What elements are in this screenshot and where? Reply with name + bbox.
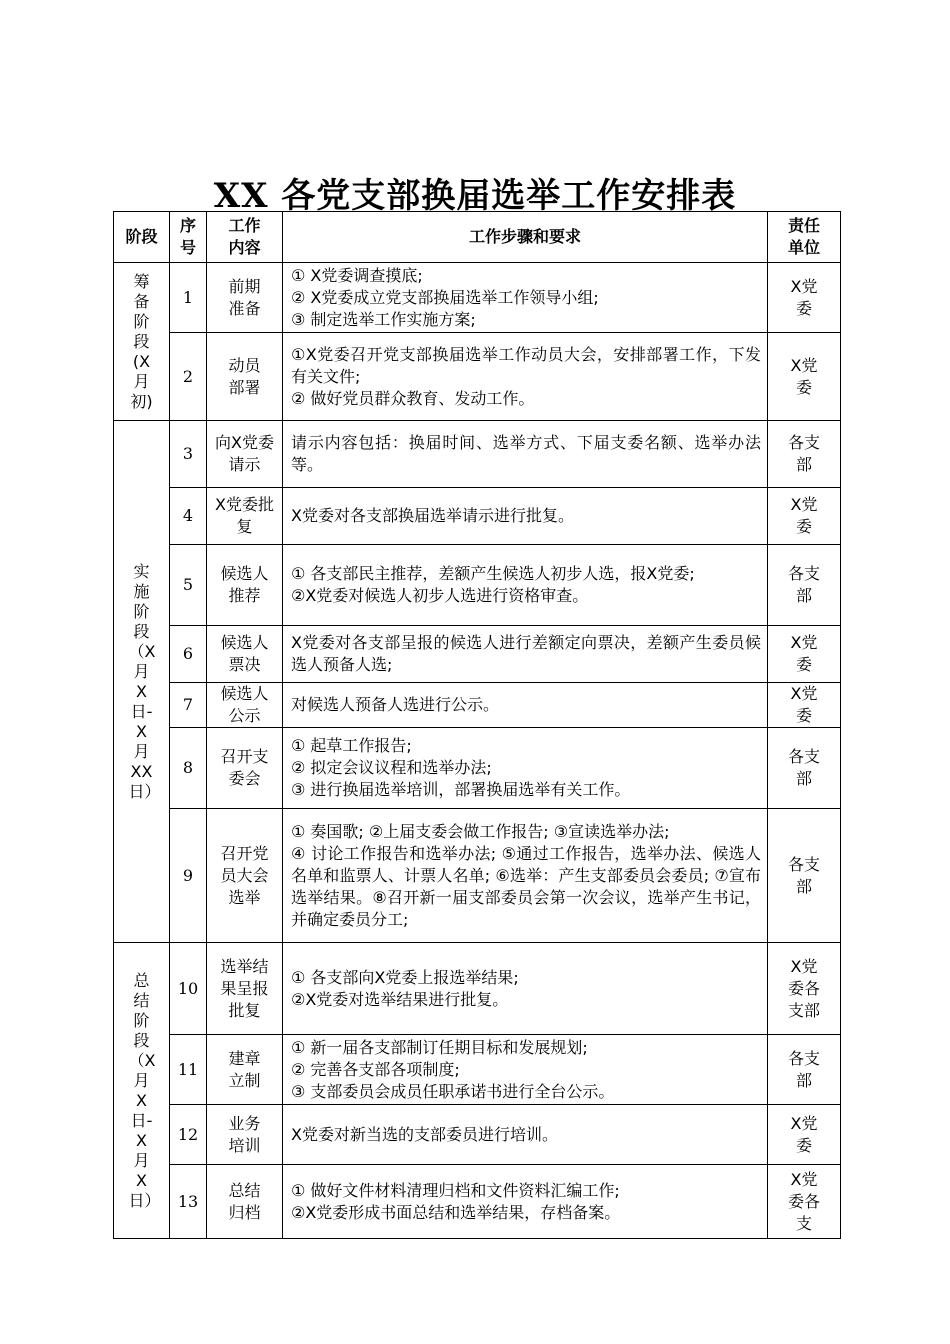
task-cell: 候选人推荐 — [207, 545, 283, 626]
steps-cell: 对候选人预备人选进行公示。 — [283, 683, 768, 728]
phase-cell: 总结阶段（X月X日-X月X日） — [114, 943, 170, 1239]
resp-cell: X党委 — [768, 263, 841, 333]
resp-cell: X党委各支 — [768, 1165, 841, 1239]
resp-cell: X党委 — [768, 626, 841, 683]
table-row — [114, 545, 841, 626]
task-cell: 总结归档 — [207, 1165, 283, 1239]
row-number: 2 — [170, 333, 207, 421]
resp-cell: 各支部 — [768, 728, 841, 809]
steps-cell: ① 新一届各支部制订任期目标和发展规划; ② 完善各支部各项制度; ③ 支部委员会成员任职承诺书进行全台公示。 — [283, 1035, 768, 1105]
steps-cell: ① 做好文件材料清理归档和文件资料汇编工作; ②X党委形成书面总结和选举结果，存档备案。 — [283, 1165, 768, 1239]
table-row — [114, 333, 841, 421]
steps-cell: ① 起草工作报告; ② 拟定会议议程和选举办法; ③ 进行换届选举培训，部署换届选举有关工作。 — [283, 728, 768, 809]
resp-cell: 各支部 — [768, 809, 841, 943]
resp-cell: 各支部 — [768, 421, 841, 488]
table-row — [114, 1105, 841, 1165]
task-cell: 召开党员大会选举 — [207, 809, 283, 943]
resp-cell: X党委各支部 — [768, 943, 841, 1035]
steps-cell: X党委对各支部呈报的候选人进行差额定向票决，差额产生委员候选人预备人选; — [283, 626, 768, 683]
row-number: 11 — [170, 1035, 207, 1105]
table-row — [114, 488, 841, 545]
steps-cell: X党委对新当选的支部委员进行培训。 — [283, 1105, 768, 1165]
row-number: 4 — [170, 488, 207, 545]
table-row — [114, 728, 841, 809]
page-title: XX 各党支部换届选举工作安排表 — [213, 176, 737, 216]
schedule-table — [113, 211, 841, 1239]
task-cell: 候选人公示 — [207, 683, 283, 728]
steps-cell: 请示内容包括：换届时间、选举方式、下届支委名额、选举办法等。 — [283, 421, 768, 488]
row-number: 8 — [170, 728, 207, 809]
table-row — [114, 1035, 841, 1105]
resp-cell: X党委 — [768, 488, 841, 545]
phase-cell: 筹备阶段(X月初) — [114, 263, 170, 421]
resp-cell: 各支部 — [768, 1035, 841, 1105]
header-resp: 责任单位 — [768, 212, 841, 263]
row-number: 12 — [170, 1105, 207, 1165]
task-cell: 业务培训 — [207, 1105, 283, 1165]
header-phase: 阶段 — [114, 212, 170, 263]
table-row — [114, 943, 841, 1035]
row-number: 9 — [170, 809, 207, 943]
task-cell: 前期准备 — [207, 263, 283, 333]
header-steps: 工作步骤和要求 — [283, 212, 768, 263]
steps-cell: ① 奏国歌; ②上届支委会做工作报告; ③宣读选举办法; ④ 讨论工作报告和选举办法; ⑤通过工作报告，选举办法、候选人名单和监票人、计票人名单; ⑥选举：产生支部委员会委员; ⑦宣布选举结果。⑧召开新一届支部委员会第一次会议，选举产生书记，并确定委员分工; — [283, 809, 768, 943]
steps-cell: ① X党委调查摸底; ② X党委成立党支部换届选举工作领导小组; ③ 制定选举工作实施方案; — [283, 263, 768, 333]
task-cell: 候选人票决 — [207, 626, 283, 683]
task-cell: X党委批复 — [207, 488, 283, 545]
resp-cell: X党委 — [768, 1105, 841, 1165]
table-row — [114, 1165, 841, 1239]
row-number: 6 — [170, 626, 207, 683]
table-header-row — [114, 212, 841, 263]
steps-cell: ①X党委召开党支部换届选举工作动员大会，安排部署工作，下发有关文件; ② 做好党员群众教育、发动工作。 — [283, 333, 768, 421]
steps-cell: ① 各支部民主推荐，差额产生候选人初步人选，报X党委; ②X党委对候选人初步人选进行资格审查。 — [283, 545, 768, 626]
table-row — [114, 683, 841, 728]
row-number: 5 — [170, 545, 207, 626]
table-row — [114, 809, 841, 943]
row-number: 3 — [170, 421, 207, 488]
resp-cell: X党委 — [768, 683, 841, 728]
header-task: 工作内容 — [207, 212, 283, 263]
task-cell: 选举结果呈报批复 — [207, 943, 283, 1035]
task-cell: 召开支委会 — [207, 728, 283, 809]
task-cell: 动员部署 — [207, 333, 283, 421]
table-row — [114, 263, 841, 333]
row-number: 10 — [170, 943, 207, 1035]
row-number: 13 — [170, 1165, 207, 1239]
table-row — [114, 421, 841, 488]
task-cell: 向X党委请示 — [207, 421, 283, 488]
resp-cell: 各支部 — [768, 545, 841, 626]
steps-cell: ① 各支部向X党委上报选举结果; ②X党委对选举结果进行批复。 — [283, 943, 768, 1035]
phase-cell: 实施阶段（X月X日-X月XX日） — [114, 421, 170, 943]
header-no: 序号 — [170, 212, 207, 263]
steps-cell: X党委对各支部换届选举请示进行批复。 — [283, 488, 768, 545]
row-number: 1 — [170, 263, 207, 333]
resp-cell: X党委 — [768, 333, 841, 421]
table-row — [114, 626, 841, 683]
row-number: 7 — [170, 683, 207, 728]
task-cell: 建章立制 — [207, 1035, 283, 1105]
